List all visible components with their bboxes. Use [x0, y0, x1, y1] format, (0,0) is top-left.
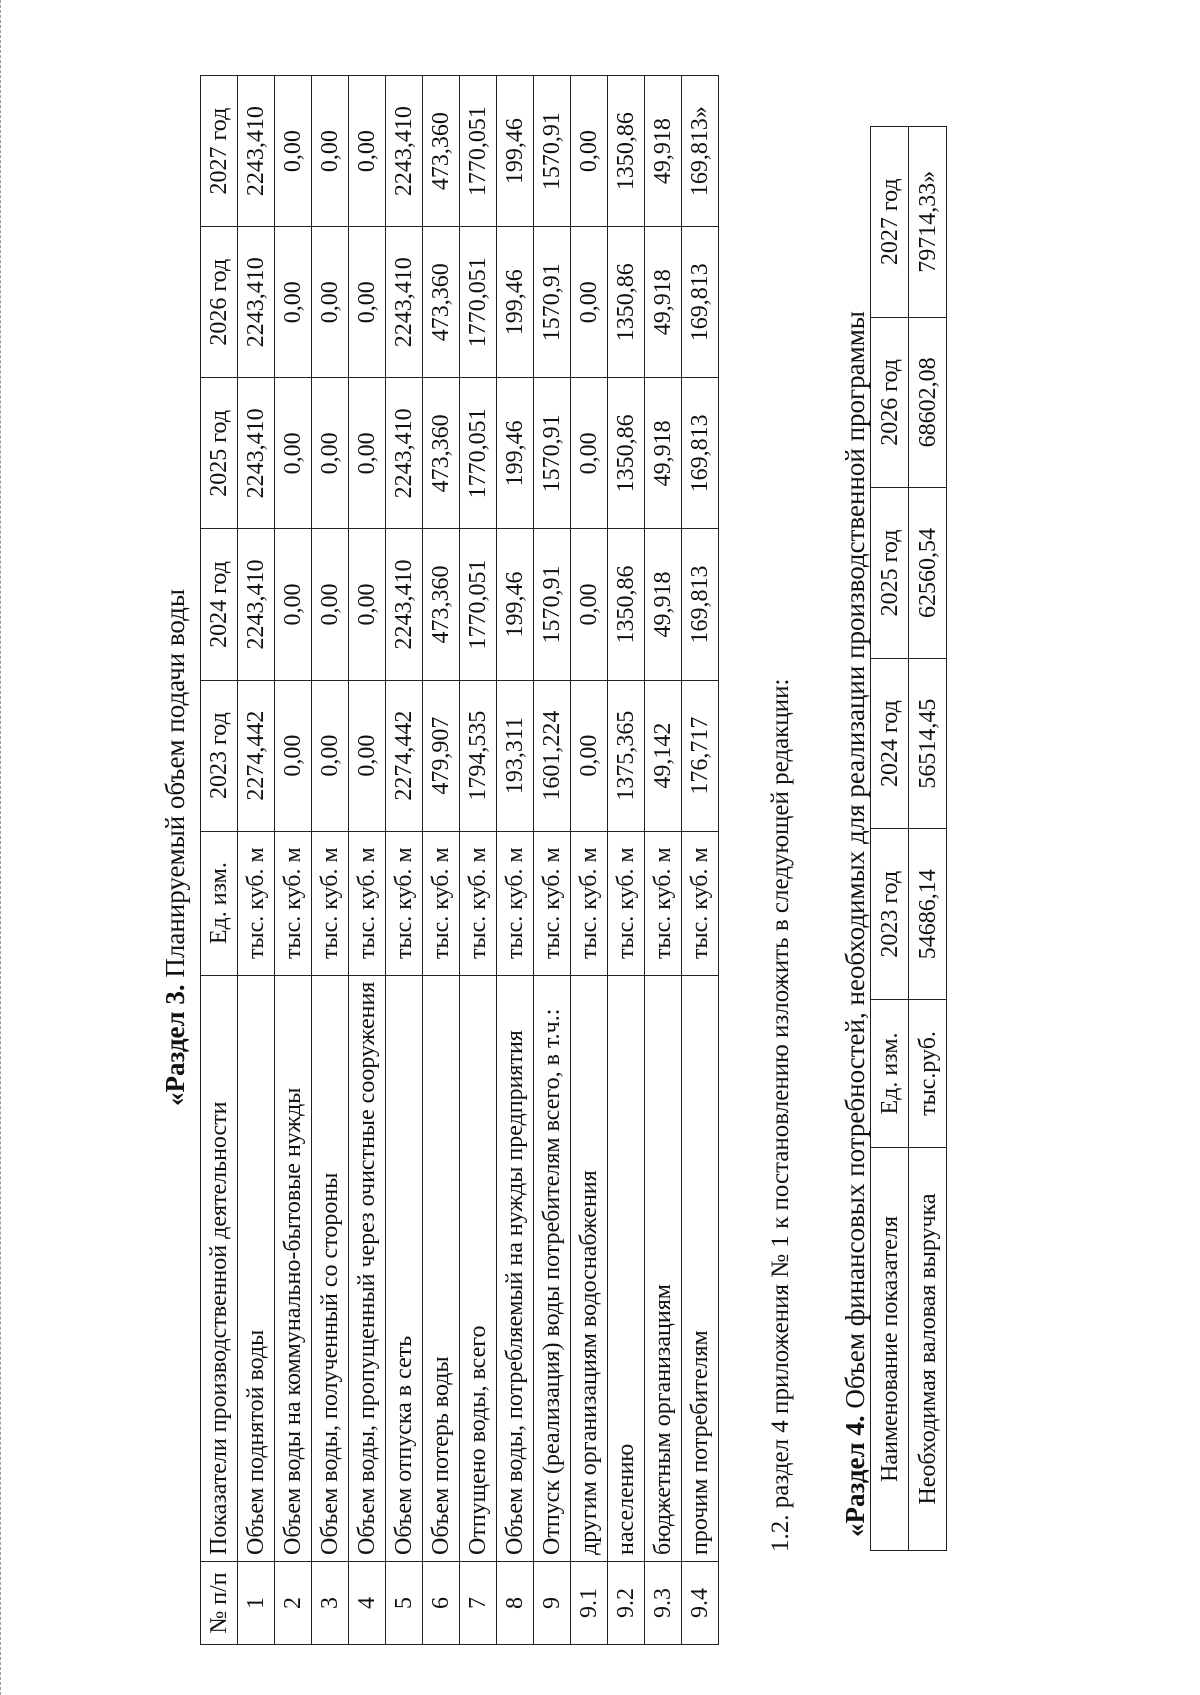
- table-cell: 0,00: [275, 227, 312, 378]
- table-cell: тыс. куб. м: [238, 831, 275, 975]
- table-cell: 62560,54: [909, 488, 947, 659]
- table-cell: 0,00: [571, 378, 608, 529]
- table-cell: тыс. куб. м: [645, 831, 682, 975]
- table-cell: тыс. куб. м: [349, 831, 386, 975]
- table-cell: 1570,91: [534, 378, 571, 529]
- table-body: [909, 127, 947, 1551]
- table-cell: 0,00: [275, 680, 312, 831]
- header-row: [201, 76, 238, 1645]
- table-cell: тыс. куб. м: [608, 831, 645, 975]
- table-cell: 0,00: [312, 76, 349, 227]
- table-cell: 0,00: [571, 76, 608, 227]
- table-cell: тыс. куб. м: [312, 831, 349, 975]
- column-header: № п/п: [201, 1562, 238, 1645]
- table-cell: Отпуск (реализация) воды потребителям всего, в т.ч.:: [534, 975, 571, 1561]
- table-cell: 1770,051: [460, 529, 497, 680]
- table-cell: 5: [386, 1562, 423, 1645]
- table-header: [201, 76, 238, 1645]
- column-header: Ед. изм.: [871, 1000, 909, 1148]
- table-cell: Объем воды, пропущенный через очистные сооружения: [349, 975, 386, 1561]
- section-4-heading: «Раздел 4. Объем финансовых потребностей, необходимых для реализации производственной программы: [840, 311, 870, 1537]
- table-cell: 49,142: [645, 680, 682, 831]
- table-cell: тыс.руб.: [909, 1000, 947, 1148]
- column-header: 2023 год: [871, 829, 909, 1000]
- table-cell: 176,717: [682, 680, 719, 831]
- table-cell: 0,00: [571, 529, 608, 680]
- table-header: [871, 127, 909, 1551]
- column-header: Показатели производственной деятельности: [201, 975, 238, 1561]
- table-cell: 199,46: [497, 529, 534, 680]
- column-header: 2026 год: [201, 227, 238, 378]
- table-cell: Объем поднятой воды: [238, 975, 275, 1561]
- table-cell: 2243,410: [238, 76, 275, 227]
- table-cell: 1770,051: [460, 227, 497, 378]
- table-row: [312, 76, 349, 1645]
- table-cell: 9.3: [645, 1562, 682, 1645]
- table-cell: 473,360: [423, 227, 460, 378]
- table-cell: 2274,442: [238, 680, 275, 831]
- table-cell: 0,00: [571, 680, 608, 831]
- table-row: [386, 76, 423, 1645]
- table-cell: тыс. куб. м: [423, 831, 460, 975]
- column-header: 2025 год: [201, 378, 238, 529]
- table-cell: Объем отпуска в сеть: [386, 975, 423, 1561]
- table-cell: 0,00: [312, 227, 349, 378]
- table-cell: 1570,91: [534, 227, 571, 378]
- column-header: 2023 год: [201, 680, 238, 831]
- table-row: [645, 76, 682, 1645]
- table-cell: 199,46: [497, 76, 534, 227]
- table-row: [608, 76, 645, 1645]
- table-cell: 56514,45: [909, 658, 947, 829]
- table-cell: 8: [497, 1562, 534, 1645]
- column-header: 2027 год: [201, 76, 238, 227]
- table-row: [349, 76, 386, 1645]
- table-cell: 169,813: [682, 529, 719, 680]
- table-cell: Объем воды на коммунально-бытовые нужды: [275, 975, 312, 1561]
- table-cell: 1: [238, 1562, 275, 1645]
- table-row: [571, 76, 608, 1645]
- table-cell: 1350,86: [608, 76, 645, 227]
- table-cell: 6: [423, 1562, 460, 1645]
- table-cell: 1770,051: [460, 378, 497, 529]
- table-cell: 9: [534, 1562, 571, 1645]
- table-cell: 2243,410: [386, 378, 423, 529]
- table-cell: 0,00: [349, 680, 386, 831]
- table-cell: 169,813: [682, 378, 719, 529]
- table-body: [238, 76, 719, 1645]
- table-cell: 54686,14: [909, 829, 947, 1000]
- table-cell: 1601,224: [534, 680, 571, 831]
- table-cell: Объем воды, потребляемый на нужды предприятия: [497, 975, 534, 1561]
- table-row: [909, 127, 947, 1551]
- table-cell: 2243,410: [238, 529, 275, 680]
- table-row: [497, 76, 534, 1645]
- table-cell: 2274,442: [386, 680, 423, 831]
- table-cell: 68602,08: [909, 317, 947, 488]
- table-cell: 0,00: [275, 378, 312, 529]
- table-cell: 49,918: [645, 76, 682, 227]
- table-cell: 193,311: [497, 680, 534, 831]
- table-cell: 0,00: [571, 227, 608, 378]
- table-cell: 1570,91: [534, 76, 571, 227]
- column-header: 2024 год: [871, 658, 909, 829]
- table-cell: 1794,535: [460, 680, 497, 831]
- table-cell: 169,813»: [682, 76, 719, 227]
- column-header: 2026 год: [871, 317, 909, 488]
- table-cell: 7: [460, 1562, 497, 1645]
- column-header: Ед. изм.: [201, 831, 238, 975]
- table-row: [275, 76, 312, 1645]
- table-cell: населению: [608, 975, 645, 1561]
- section-3-heading: «Раздел 3. Планируемый объем подачи воды: [160, 588, 190, 1107]
- table-cell: Объем воды, полученный со стороны: [312, 975, 349, 1561]
- table-cell: Объем потерь воды: [423, 975, 460, 1561]
- column-header: Наименование показателя: [871, 1148, 909, 1551]
- table-cell: 473,360: [423, 76, 460, 227]
- table-cell: 479,907: [423, 680, 460, 831]
- table-cell: 473,360: [423, 378, 460, 529]
- table-cell: 0,00: [349, 378, 386, 529]
- table-cell: тыс. куб. м: [497, 831, 534, 975]
- table-cell: 0,00: [349, 76, 386, 227]
- table-row: [423, 76, 460, 1645]
- table-cell: тыс. куб. м: [682, 831, 719, 975]
- table-cell: Отпущено воды, всего: [460, 975, 497, 1561]
- table-cell: 9.2: [608, 1562, 645, 1645]
- table-cell: 1350,86: [608, 227, 645, 378]
- table-cell: 2: [275, 1562, 312, 1645]
- water-supply-table: [200, 75, 719, 1645]
- table-cell: 2243,410: [238, 227, 275, 378]
- table-cell: Необходимая валовая выручка: [909, 1148, 947, 1551]
- table-cell: 49,918: [645, 378, 682, 529]
- financial-needs-table: [870, 126, 947, 1551]
- table-row: [682, 76, 719, 1645]
- table-cell: прочим потребителям: [682, 975, 719, 1561]
- table-cell: 2243,410: [238, 378, 275, 529]
- table-cell: тыс. куб. м: [386, 831, 423, 975]
- header-row: [871, 127, 909, 1551]
- table-cell: 0,00: [312, 529, 349, 680]
- table-cell: 199,46: [497, 378, 534, 529]
- table-cell: тыс. куб. м: [460, 831, 497, 975]
- column-header: 2025 год: [871, 488, 909, 659]
- table-cell: 1350,86: [608, 378, 645, 529]
- table-cell: бюджетным организациям: [645, 975, 682, 1561]
- table-cell: 2243,410: [386, 76, 423, 227]
- table-cell: 1770,051: [460, 76, 497, 227]
- table-cell: 0,00: [349, 227, 386, 378]
- table-cell: 4: [349, 1562, 386, 1645]
- column-header: 2024 год: [201, 529, 238, 680]
- table-cell: 199,46: [497, 227, 534, 378]
- table-cell: 1350,86: [608, 529, 645, 680]
- table-cell: тыс. куб. м: [275, 831, 312, 975]
- table-cell: тыс. куб. м: [534, 831, 571, 975]
- table-cell: 169,813: [682, 227, 719, 378]
- table-cell: 49,918: [645, 227, 682, 378]
- table-cell: тыс. куб. м: [571, 831, 608, 975]
- table-cell: 0,00: [312, 378, 349, 529]
- table-row: [534, 76, 571, 1645]
- table-row: [238, 76, 275, 1645]
- table-cell: 3: [312, 1562, 349, 1645]
- table-cell: 9.1: [571, 1562, 608, 1645]
- table-cell: 1570,91: [534, 529, 571, 680]
- table-row: [460, 76, 497, 1645]
- table-cell: другим организациям водоснабжения: [571, 975, 608, 1561]
- column-header: 2027 год: [871, 127, 909, 318]
- table-cell: 49,918: [645, 529, 682, 680]
- table-cell: 473,360: [423, 529, 460, 680]
- table-cell: 2243,410: [386, 227, 423, 378]
- table-cell: 1375,365: [608, 680, 645, 831]
- amendment-paragraph: 1.2. раздел 4 приложения № 1 к постановлению изложить в следующей редакции:: [767, 678, 794, 1552]
- table-cell: 0,00: [312, 680, 349, 831]
- table-cell: 9.4: [682, 1562, 719, 1645]
- table-cell: 0,00: [275, 76, 312, 227]
- table-cell: 2243,410: [386, 529, 423, 680]
- table-cell: 79714,33»: [909, 127, 947, 318]
- table-cell: 0,00: [275, 529, 312, 680]
- table-cell: 0,00: [349, 529, 386, 680]
